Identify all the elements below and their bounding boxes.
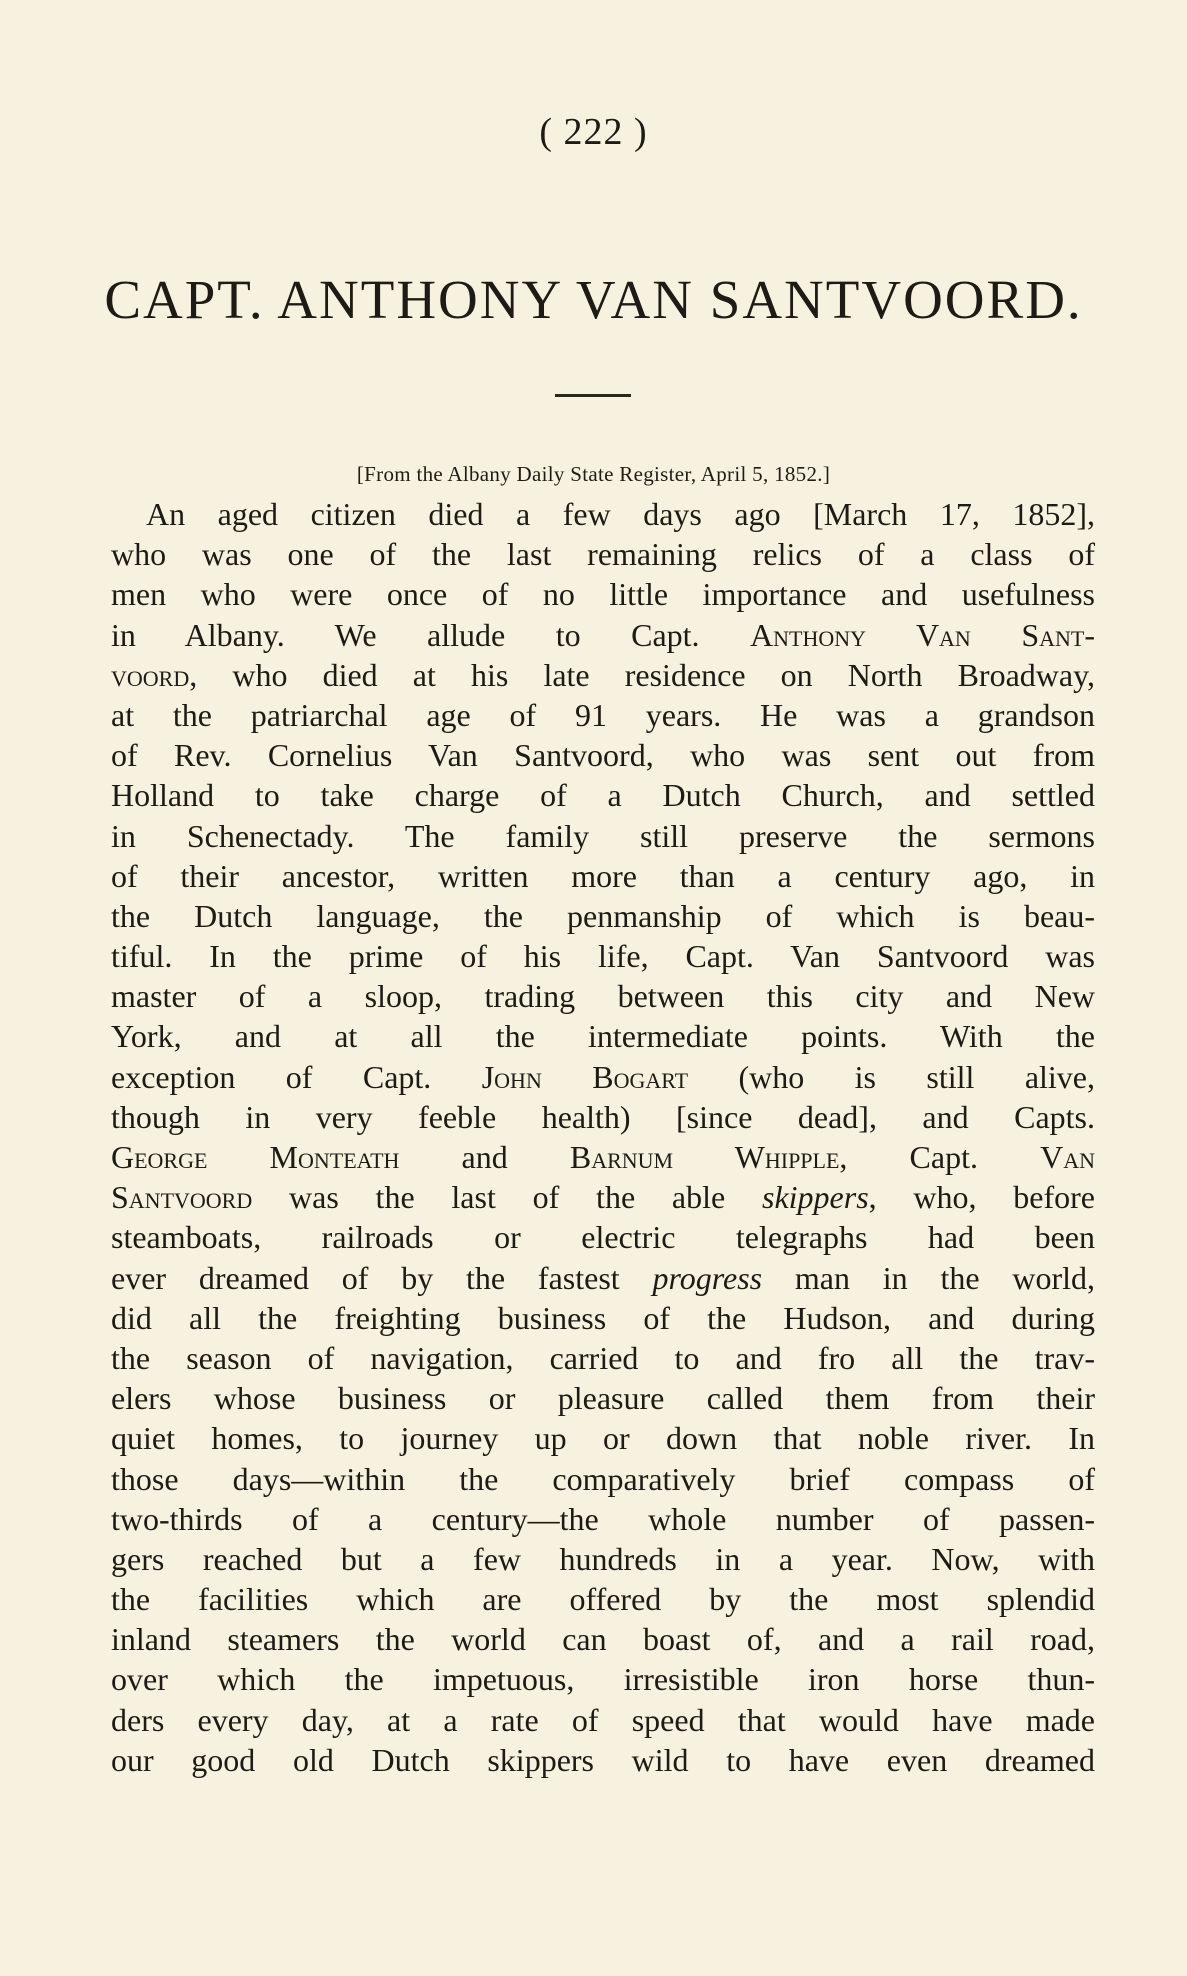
italic-word: skippers	[761, 1179, 869, 1216]
text-line: ders every day, at a rate of speed that would have made	[111, 1701, 1095, 1738]
text-line: at the patriarchal age of 91 years. He was a grandson	[111, 696, 1095, 733]
text-segment: , Capt.	[839, 1139, 1041, 1175]
person-name: George Monteath	[111, 1139, 400, 1175]
person-name: Anthony Van Sant-	[750, 616, 1095, 653]
text-segment: , who, before	[868, 1179, 1096, 1216]
person-name: Barnum Whipple	[569, 1139, 840, 1175]
text-line: gers reached but a few hundreds in a year. Now, with	[111, 1540, 1095, 1577]
article-body	[111, 494, 1095, 1780]
text-line: those days—within the comparatively brief compass of	[111, 1460, 1095, 1497]
text-line: elers whose business or pleasure called them from their	[111, 1380, 1095, 1417]
text-segment: , who died at his late residence on North Broadway,	[189, 656, 1095, 693]
text-line	[111, 1177, 1095, 1217]
text-line	[111, 1137, 1095, 1177]
text-line	[111, 1057, 1095, 1097]
text-line: Holland to take charge of a Dutch Church, and settled	[111, 777, 1095, 814]
text-segment: and	[399, 1139, 570, 1175]
text-line: did all the freighting business of the Hudson, and during	[111, 1299, 1095, 1336]
person-name: voord	[111, 656, 190, 693]
text-segment: in Albany. We allude to Capt.	[111, 616, 751, 653]
text-line: the Dutch language, the penmanship of which is beau-	[111, 897, 1095, 934]
text-segment: was the last of the able	[252, 1179, 762, 1216]
person-name: Santvoord	[111, 1179, 253, 1216]
source-note: [From the Albany Daily State Register, April 5, 1852.]	[356, 462, 831, 486]
text-segment: man in the world,	[762, 1259, 1096, 1296]
text-line: over which the impetuous, irresistible iron horse thun-	[111, 1661, 1095, 1698]
text-line: tiful. In the prime of his life, Capt. Van Santvoord was	[111, 938, 1095, 975]
text-line: our good old Dutch skippers wild to have even dreamed	[111, 1741, 1095, 1778]
text-segment: exception of Capt.	[111, 1058, 482, 1095]
text-segment: ever dreamed of by the fastest	[111, 1259, 653, 1296]
text-line: men who were once of no little importance and usefulness	[111, 576, 1095, 613]
text-line: quiet homes, to journey up or down that noble river. In	[111, 1420, 1095, 1457]
text-line: of Rev. Cornelius Van Santvoord, who was sent out from	[111, 737, 1095, 774]
page-number: ( 222 )	[539, 111, 648, 153]
text-line: the season of navigation, carried to and fro all the trav-	[111, 1339, 1095, 1376]
person-name: John Bogart	[481, 1058, 689, 1095]
title-divider	[555, 394, 631, 397]
text-line: York, and at all the intermediate points. With the	[111, 1018, 1095, 1055]
italic-word: progress	[652, 1259, 763, 1296]
person-name: Van	[1040, 1139, 1095, 1175]
text-line: the facilities which are offered by the most splendid	[111, 1581, 1095, 1618]
article-title: CAPT. ANTHONY VAN SANTVOORD.	[104, 269, 1083, 330]
text-line: steamboats, railroads or electric telegraphs had been	[111, 1219, 1095, 1256]
text-line	[111, 1258, 1095, 1298]
text-line: though in very feeble health) [since dead], and Capts.	[111, 1098, 1095, 1135]
text-line	[111, 655, 1095, 695]
text-line: master of a sloop, trading between this city and New	[111, 978, 1095, 1015]
text-line: inland steamers the world can boast of, and a rail road,	[111, 1621, 1095, 1658]
text-line: An aged citizen died a few days ago [March 17, 1852],	[146, 496, 1095, 532]
text-line: of their ancestor, written more than a century ago, in	[111, 857, 1095, 894]
text-line: two-thirds of a century—the whole number of passen-	[111, 1500, 1095, 1537]
text-line	[111, 615, 1095, 655]
text-line: who was one of the last remaining relics of a class of	[111, 536, 1095, 573]
text-segment: (who is still alive,	[688, 1058, 1095, 1095]
text-line: in Schenectady. The family still preserve the sermons	[111, 817, 1095, 854]
